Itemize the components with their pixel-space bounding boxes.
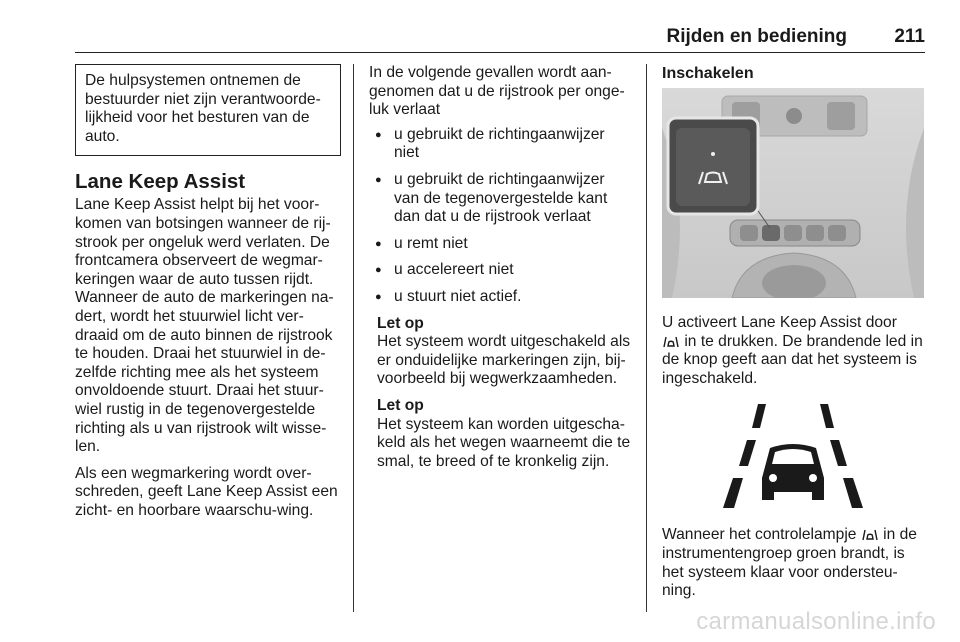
console-button-photo [662, 88, 924, 298]
lane-keep-assist-icon [662, 334, 680, 348]
page-header [75, 22, 925, 50]
column-1 [75, 64, 341, 528]
paragraph: Lane Keep Assist helpt bij het voor-komen van botsingen wanneer de rij-strook per ongeluk werd verlaten. De frontcamera observeert de wegmar-keringen waar de auto tussen rijdt. Wanneer de auto de markeringen na-dert, wordt het stuurwiel licht ver-draaid om de auto binnen de rijstrook te houden. Draai het stuurwiel in de-zelfde richting mee als het systeem onvoldoende stuurt. Draai het stuur-wiel rustig in de tegenovergestelde richting als u van rijstrook wilt wisse-len. [75, 196, 334, 456]
note-block [377, 315, 633, 389]
list-item: ● u accelereert niet [369, 261, 633, 280]
note-text: Het systeem kan worden uitgescha-keld als het wegen waarneemt die te smal, te breed of te kronkelig zijn. [377, 415, 631, 470]
list-item: ● u gebruikt de richtingaanwijzer niet [369, 126, 633, 163]
note-title: Let op [377, 396, 424, 414]
list-item: ● u remt niet [369, 235, 633, 254]
column-3 [662, 64, 924, 609]
note-block [377, 397, 633, 471]
section-heading: Lane Keep Assist [75, 170, 246, 194]
activate-text-end: in te drukken. De brandende led in de knop geeft aan dat het systeem is ingeschakeld. [662, 332, 923, 387]
paragraph [662, 314, 924, 388]
lane-keep-assist-icon [861, 527, 879, 541]
list-item: ● u stuurt niet actief. [369, 288, 633, 307]
note-title: Let op [377, 314, 424, 332]
column-divider-left [353, 64, 354, 612]
page-number: 211 [894, 26, 925, 47]
watermark: carmanualsonline.info [696, 608, 936, 635]
indicator-text-start: Wanneer het controlelampje [662, 526, 857, 544]
note-text: Het systeem wordt uitgeschakeld als er onduidelijke markeringen zijn, bij-voorbeeld bij wegwerkzaamheden. [377, 333, 631, 388]
paragraph: Als een wegmarkering wordt over-schreden, geeft Lane Keep Assist een zicht- en hoorbare waarschu-wing. [75, 464, 338, 519]
lane-keep-assist-indicator-icon [662, 396, 924, 516]
paragraph: In de volgende gevallen wordt aan-genomen dat u de rijstrook per onge-luk verlaat [369, 64, 625, 119]
paragraph [662, 526, 924, 600]
notice-text: De hulpsystemen ontnemen de bestuurder niet zijn verantwoorde-lijkheid voor het besturen van de auto. [85, 72, 321, 145]
section-title: Rijden en bediening [666, 26, 847, 47]
activate-text-start: U activeert Lane Keep Assist door [662, 314, 897, 331]
bullet-list [369, 126, 633, 307]
column-2 [369, 64, 633, 479]
header-rule [75, 52, 925, 53]
notice-box [75, 64, 341, 156]
column-divider-right [646, 64, 647, 612]
list-item: ● u gebruikt de richtingaanwijzer van de tegenovergestelde kant dan dat u de rijstrook verlaat [369, 171, 633, 227]
indicator-text-end: in de instrumentengroep groen brandt, is het systeem klaar voor ondersteu-ning. [662, 526, 917, 600]
section-heading: Inschakelen [662, 65, 754, 82]
